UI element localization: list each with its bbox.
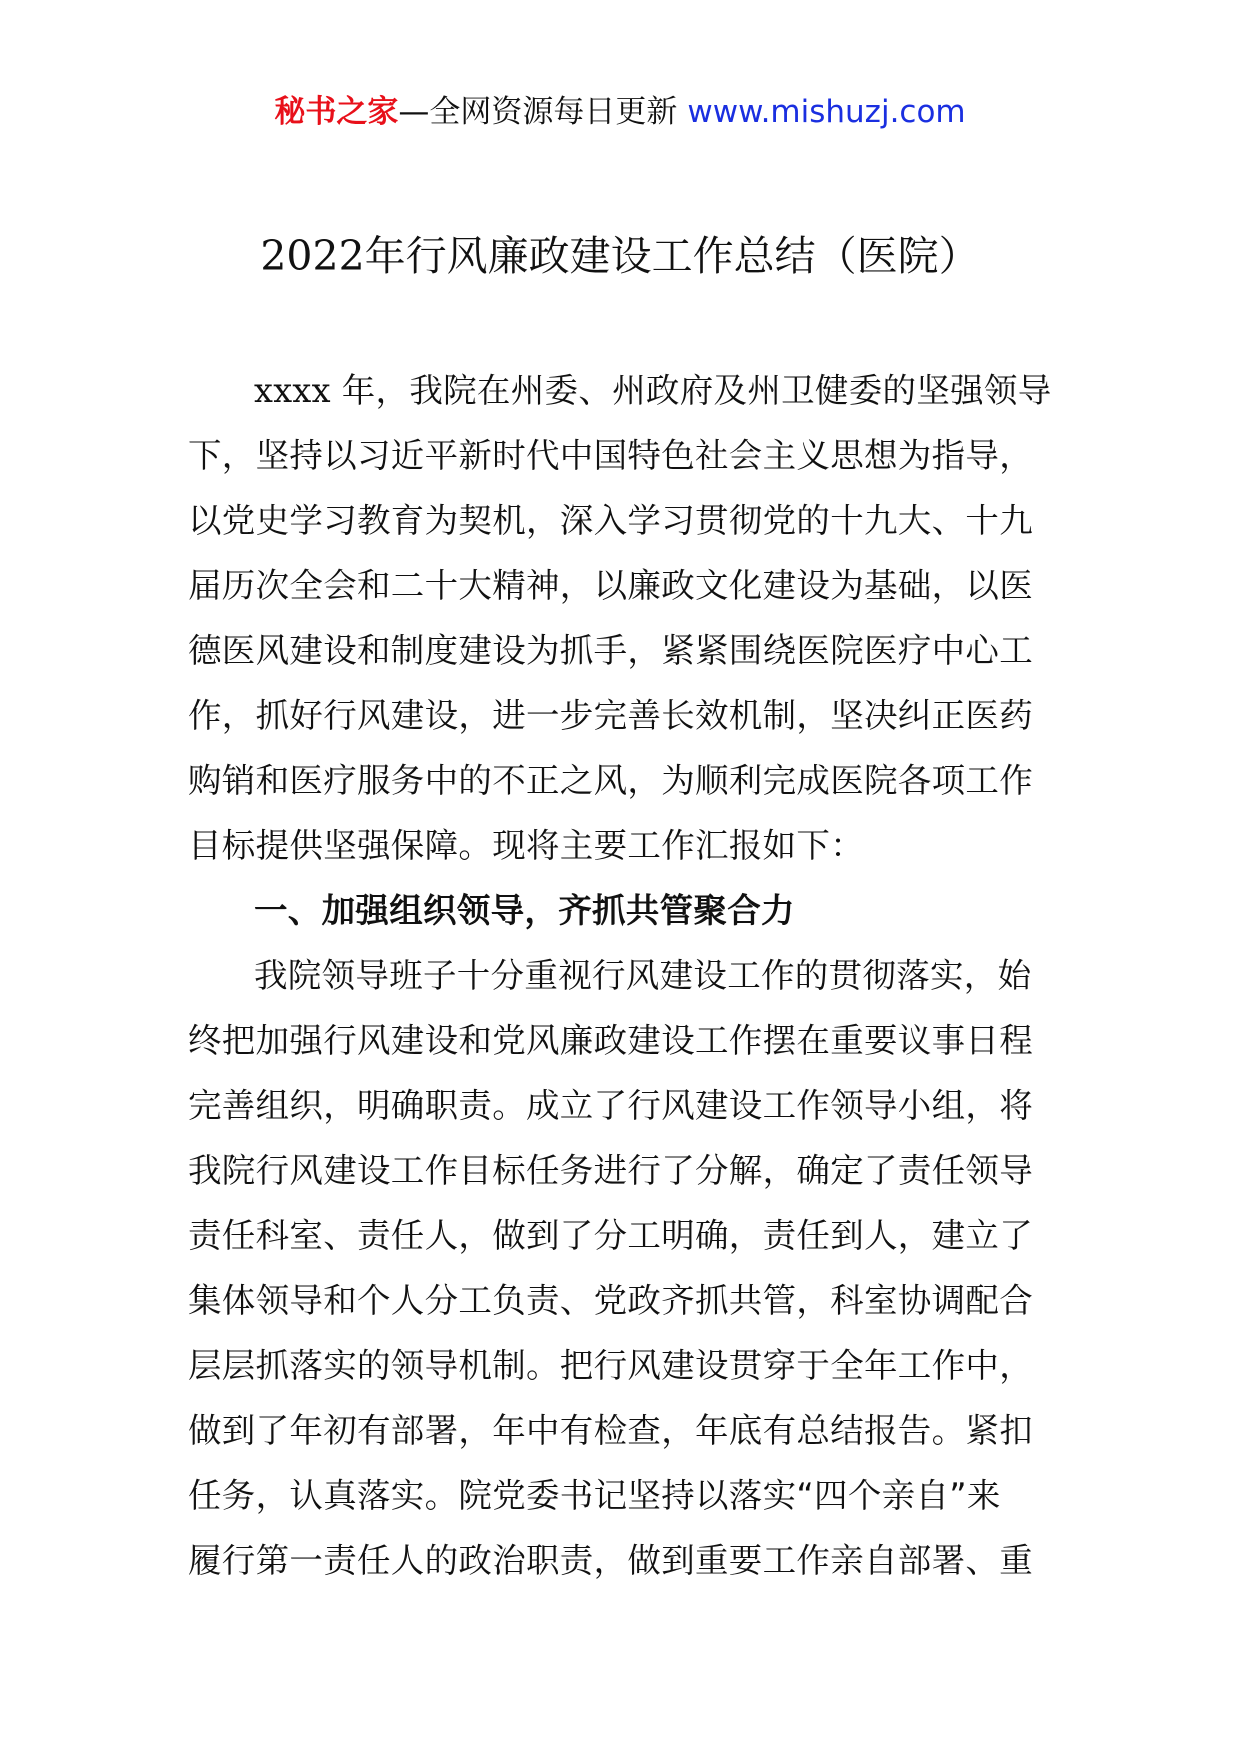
section-1-line-1: 我院领导班子十分重视行风建设工作的贯彻落实，始 <box>254 956 1032 995</box>
intro-line-3: 以党史学习教育为契机，深入学习贯彻党的十九大、十九 <box>188 501 1033 540</box>
intro-line-7: 购销和医疗服务中的不正之风，为顺利完成医院各项工作 <box>188 761 1033 800</box>
intro-line-1: xxxx 年，我院在州委、州政府及州卫健委的坚强领导 <box>254 371 1052 410</box>
section-1-line-6: 集体领导和个人分工负责、党政齐抓共管，科室协调配合 <box>188 1281 1033 1320</box>
section-1-line-8: 做到了年初有部署，年中有检查，年底有总结报告。紧扣 <box>188 1411 1033 1450</box>
intro-line-5: 德医风建设和制度建设为抓手，紧紧围绕医院医疗中心工 <box>188 631 1033 670</box>
intro-line-8: 目标提供坚强保障。现将主要工作汇报如下： <box>188 826 864 865</box>
intro-line-4: 届历次全会和二十大精神，以廉政文化建设为基础，以医 <box>188 566 1033 605</box>
site-url-link[interactable]: www.mishuzj.com <box>687 94 966 130</box>
section-1-line-4: 我院行风建设工作目标任务进行了分解，确定了责任领导 <box>188 1151 1033 1190</box>
section-1-line-5: 责任科室、责任人，做到了分工明确，责任到人，建立了 <box>188 1216 1033 1255</box>
intro-lead-year: xxxx <box>254 371 331 410</box>
intro-line-6: 作，抓好行风建设，进一步完善长效机制，坚决纠正医药 <box>188 696 1033 735</box>
section-1-line-10: 履行第一责任人的政治职责，做到重要工作亲自部署、重 <box>188 1541 1033 1580</box>
section-1-heading: 一、加强组织领导，齐抓共管聚合力 <box>254 891 795 930</box>
site-header <box>0 92 1240 132</box>
document-body <box>188 358 1054 1593</box>
document-title <box>0 228 1240 284</box>
section-1-line-7: 层层抓落实的领导机制。把行风建设贯穿于全年工作中， <box>188 1346 1033 1385</box>
header-tagline: —全网资源每日更新 <box>398 94 678 130</box>
section-1-line-3: 完善组织，明确职责。成立了行风建设工作领导小组，将 <box>188 1086 1033 1125</box>
section-1-line-2: 终把加强行风建设和党风廉政建设工作摆在重要议事日程 <box>188 1021 1033 1060</box>
title-text: 年行风廉政建设工作总结（医院） <box>364 232 980 280</box>
brand-name: 秘书之家 <box>274 94 399 130</box>
section-1-line-9: 任务，认真落实。院党委书记坚持以落实“四个亲自”来 <box>188 1476 1001 1515</box>
intro-line-2: 下，坚持以习近平新时代中国特色社会主义思想为指导， <box>188 436 1033 475</box>
title-year: 2022 <box>260 232 365 280</box>
